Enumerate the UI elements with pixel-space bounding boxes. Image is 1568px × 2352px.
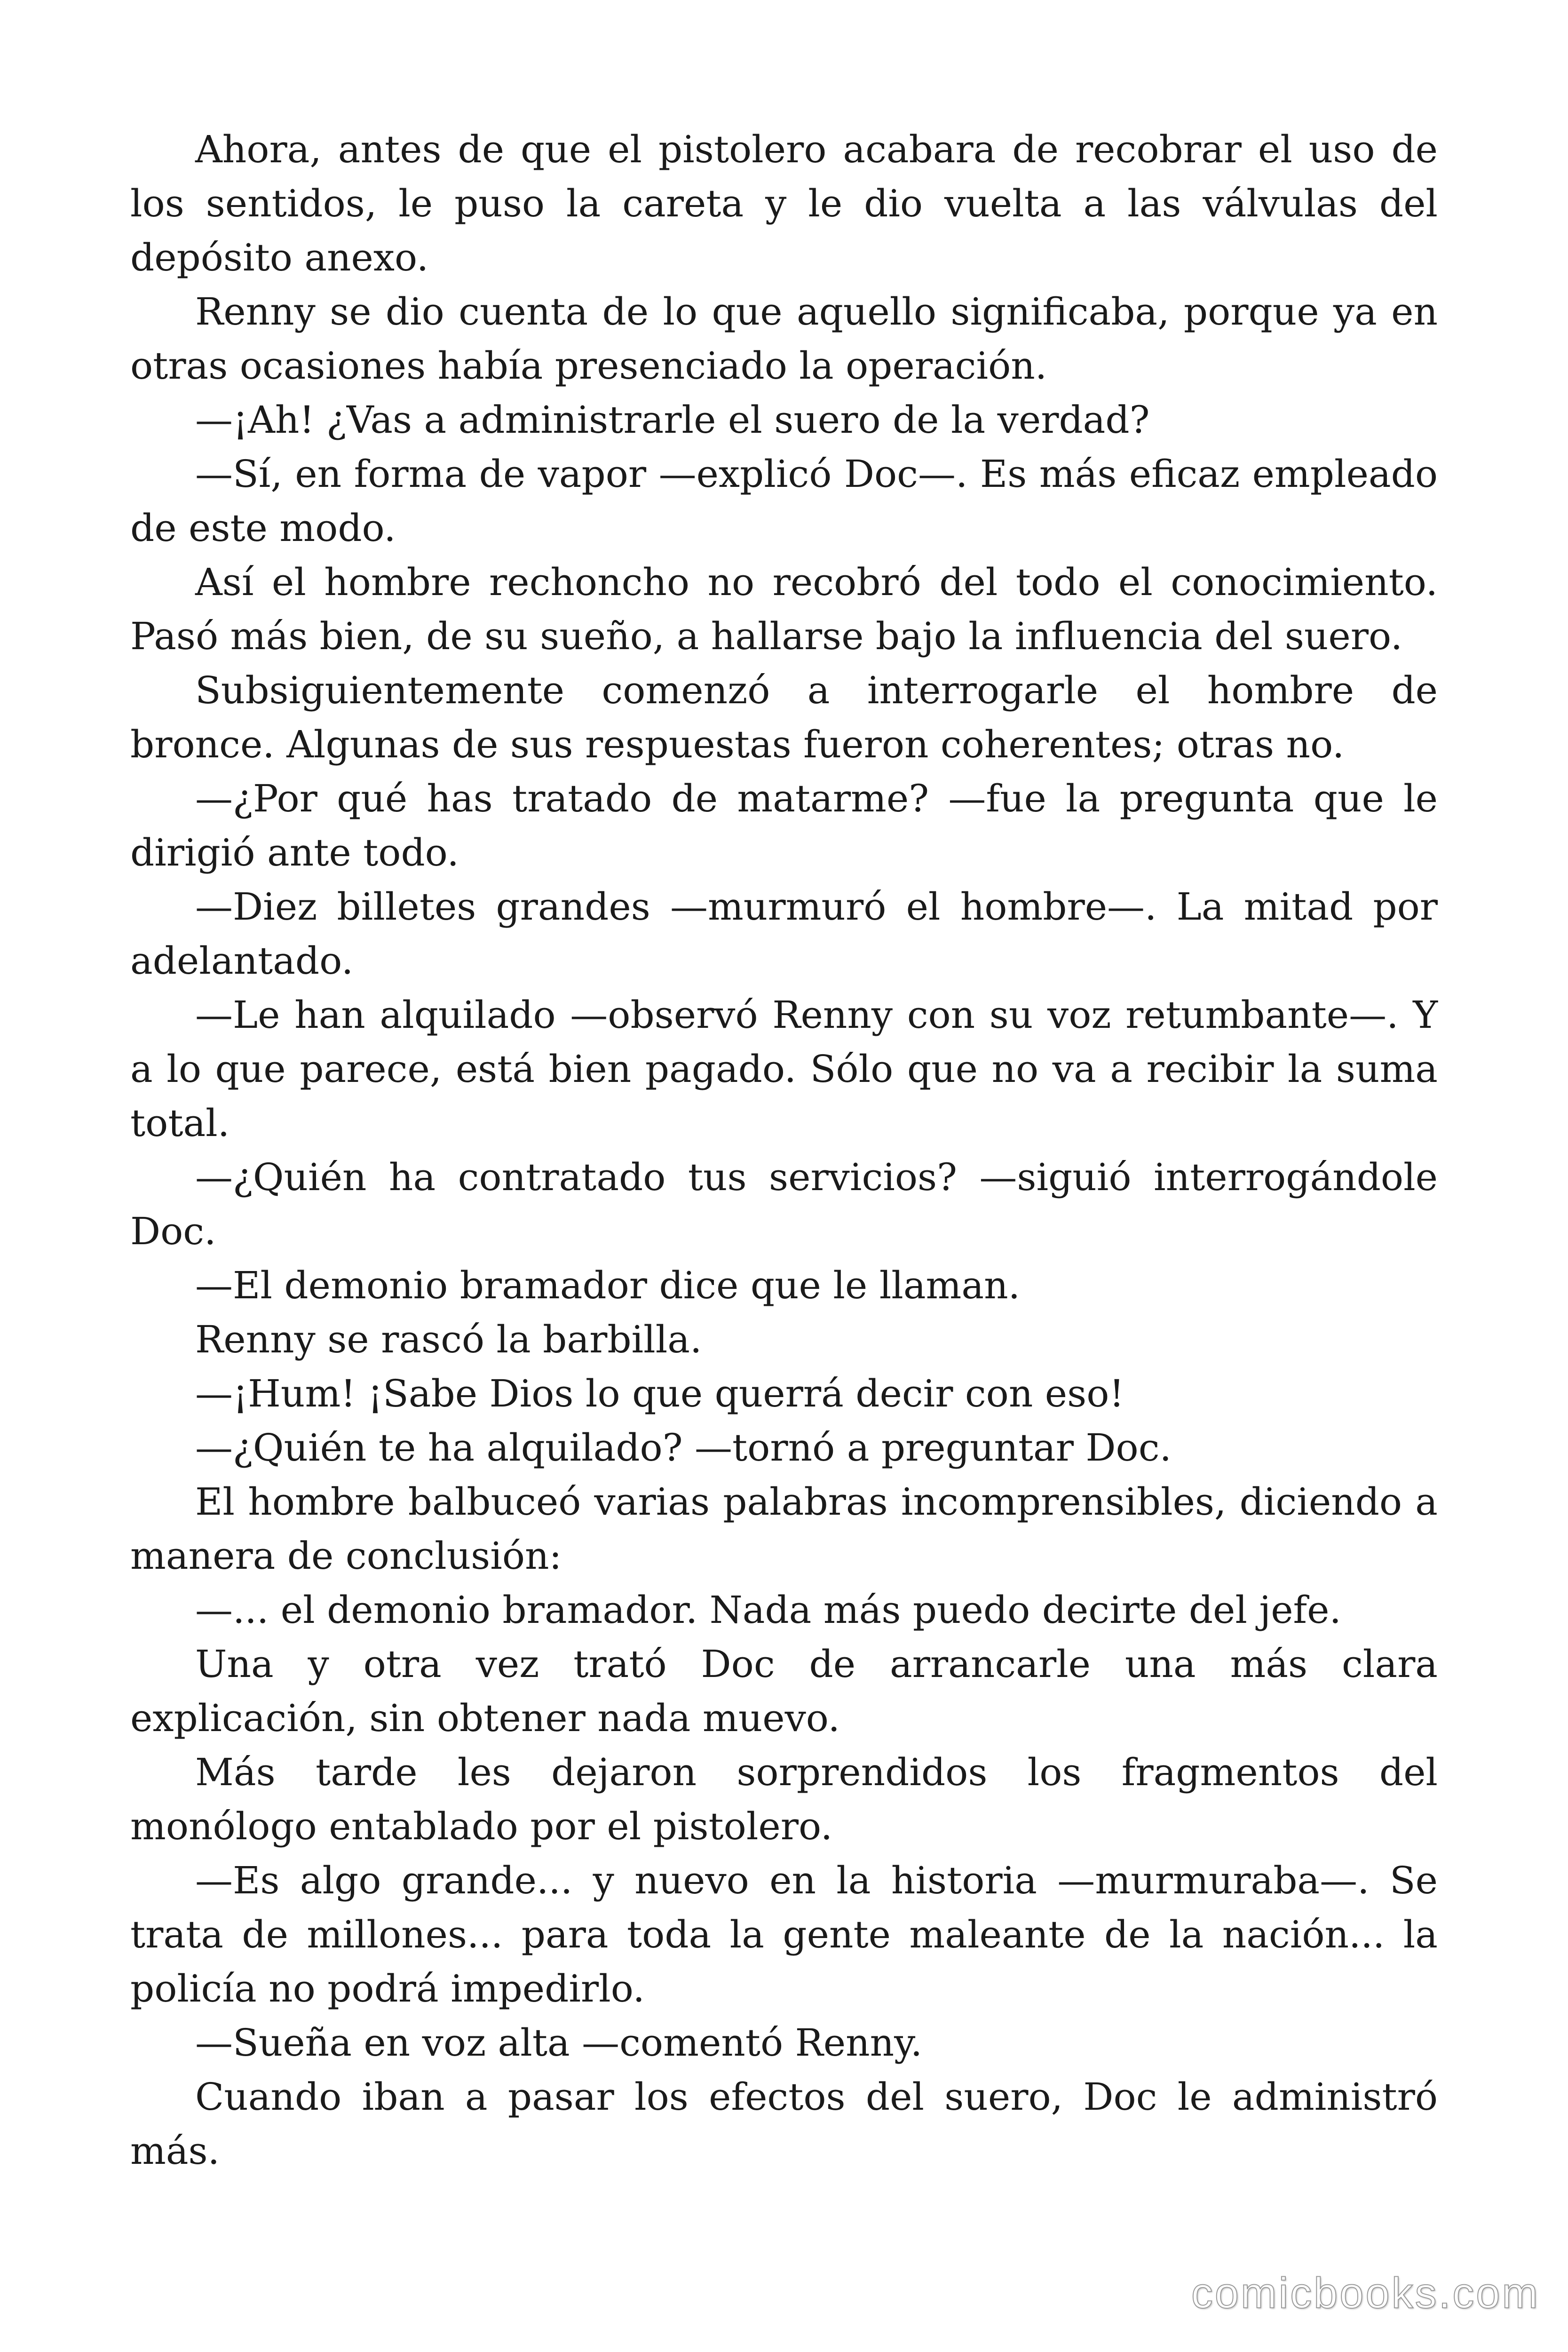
- paragraph: Renny se dio cuenta de lo que aquello significaba, porque ya en otras ocasiones había presenciado la operación.: [130, 290, 1438, 388]
- paragraph: —¿Quién ha contratado tus servicios? —siguió interrogándole Doc.: [130, 1155, 1438, 1253]
- paragraph: Ahora, antes de que el pistolero acabara de recobrar el uso de los sentidos, le puso la careta y le dio vuelta a las válvulas del depósito anexo.: [130, 127, 1438, 279]
- paragraph: Cuando iban a pasar los efectos del suero, Doc le administró más.: [130, 2075, 1438, 2173]
- paragraph: —Sí, en forma de vapor —explicó Doc—. Es más eficaz empleado de este modo.: [130, 452, 1438, 550]
- site-watermark: comicbooks.com: [1191, 2269, 1540, 2317]
- paragraph: Subsiguientemente comenzó a interrogarle el hombre de bronce. Algunas de sus respuestas fueron coherentes; otras no.: [130, 668, 1438, 766]
- paragraph: —Diez billetes grandes —murmuró el hombre—. La mitad por adelantado.: [130, 885, 1438, 983]
- body-text: [130, 122, 1438, 2178]
- paragraph: —Le han alquilado —observó Renny con su voz retumbante—. Y a lo que parece, está bien pagado. Sólo que no va a recibir la suma total.: [130, 993, 1438, 1145]
- paragraph: —... el demonio bramador. Nada más puedo decirte del jefe.: [195, 1588, 1341, 1632]
- paragraph: Una y otra vez trató Doc de arrancarle una más clara explicación, sin obtener nada muevo.: [130, 1642, 1438, 1740]
- paragraph: —¿Por qué has tratado de matarme? —fue la pregunta que le dirigió ante todo.: [130, 777, 1438, 874]
- paragraph: —¿Quién te ha alquilado? —tornó a preguntar Doc.: [195, 1426, 1172, 1470]
- paragraph: —Es algo grande... y nuevo en la historia —murmuraba—. Se trata de millones... para toda la gente maleante de la nación... la policía no podrá impedirlo.: [130, 1859, 1438, 2010]
- paragraph: —El demonio bramador dice que le llaman.: [195, 1263, 1021, 1307]
- paragraph: Así el hombre rechoncho no recobró del todo el conocimiento. Pasó más bien, de su sueño, a hallarse bajo la influencia del suero.: [130, 560, 1438, 658]
- paragraph: —Sueña en voz alta —comentó Renny.: [195, 2021, 923, 2065]
- paragraph: El hombre balbuceó varias palabras incomprensibles, diciendo a manera de conclusión:: [130, 1480, 1438, 1578]
- paragraph: Renny se rascó la barbilla.: [195, 1318, 702, 1361]
- paragraph: —¡Ah! ¿Vas a administrarle el suero de la verdad?: [195, 398, 1150, 442]
- paragraph: —¡Hum! ¡Sabe Dios lo que querrá decir con eso!: [195, 1372, 1125, 1415]
- paragraph: Más tarde les dejaron sorprendidos los fragmentos del monólogo entablado por el pistolero.: [130, 1750, 1438, 1848]
